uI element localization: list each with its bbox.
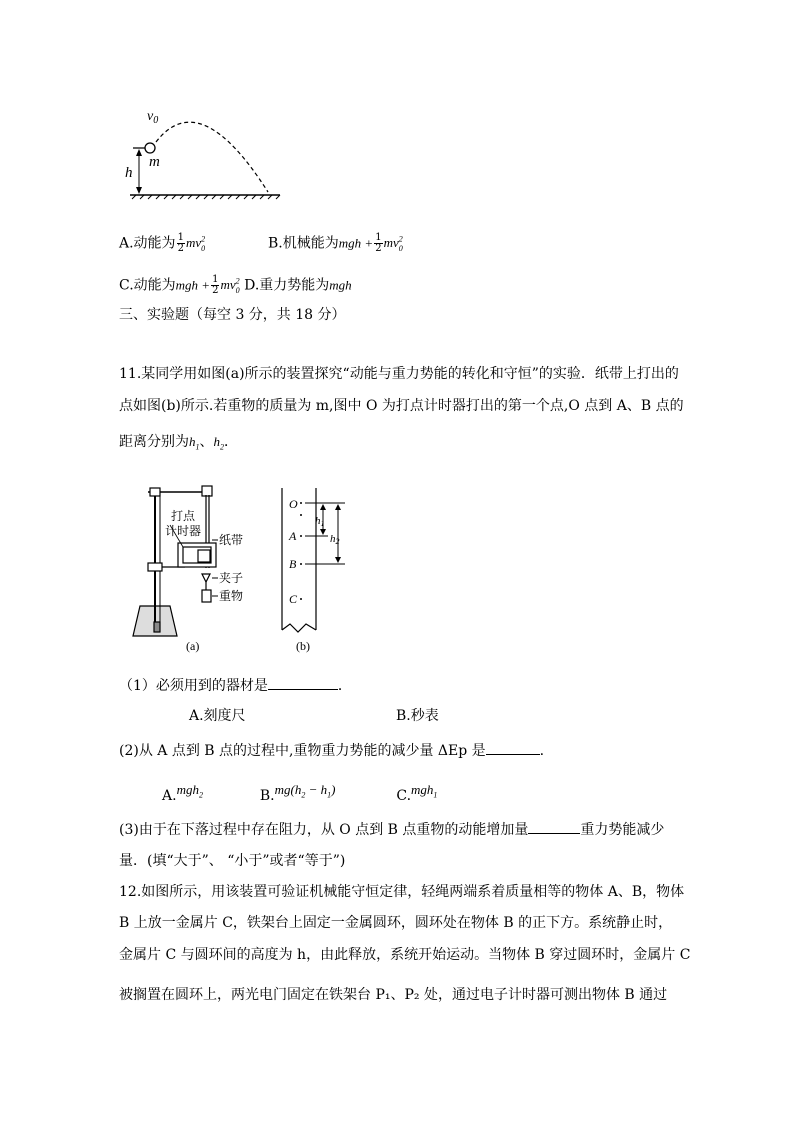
q11-sub2-option-b: $B.mg(h_2 - h_1)$ (259, 782, 336, 804)
v0-label: $v_0$ (147, 109, 159, 126)
q11-sub1: （1）必须用到的器材是 ． (119, 678, 352, 694)
q11-sub2: (2)从 A 点到 B 点的过程中,重物重力势能的减少量 ΔEp 是 . (119, 743, 545, 759)
tape-label-h2: h2 (330, 533, 340, 546)
tape-label-O: O (289, 497, 298, 511)
q10-option-a-text: A.动能为 (119, 235, 176, 252)
q11-line-2: 点如图(b)所示.若重物的质量为 m,图中 O 为打点计时器打出的第一个点,O 点到 A、B 点的 (119, 398, 684, 414)
label-jishiqi: 计时器 (165, 524, 202, 538)
label-zhongwu: 重物 (219, 589, 244, 603)
tape-label-C: C (289, 592, 298, 606)
q10-option-d-math: mgh (329, 277, 352, 293)
q12-line-3: 金属片 C 与圆环间的高度为 h，由此释放，系统开始运动。当物体 B 穿过圆环时，金属片 C (119, 947, 691, 963)
paper-tape (282, 488, 316, 632)
q10-option-c-text: C.动能为 (119, 277, 176, 294)
q10-option-a-math: $mv^2_0$ (185, 235, 206, 253)
answer-blank[interactable] (486, 754, 540, 755)
caption-a: (a) (186, 639, 200, 653)
label-dadian: 打点 (171, 509, 196, 523)
answer-blank[interactable] (528, 833, 580, 834)
fraction-half: $\frac{1}{2}$ (177, 231, 184, 254)
caption-b: (b) (296, 639, 310, 653)
q12-line-4: 被搁置在圆环上，两光电门固定在铁架台 P₁、P₂ 处，通过电子计时器可测出物体 B 通过 (119, 987, 668, 1003)
tape-label-h1: h1 (315, 515, 325, 528)
q12-line-1: 12.如图所示，用该装置可验证机械能守恒定律，轻绳两端系着质量相等的物体 A、B，物体 (119, 884, 685, 900)
q11-sub3-line-2: 量．(填“大于”、 “小于”或者“等于”) (119, 853, 346, 869)
q11-sub2-option-c: C.mgh$_1$ (396, 782, 438, 804)
q11-sub2-option-a: A.mgh$_2$ (162, 782, 203, 804)
q11-sub1-option-b: B.秒表 (396, 708, 439, 724)
m-label: m (149, 154, 160, 170)
fraction-half: $\frac{1}{2}$ (375, 231, 382, 254)
q10-option-c-math: mgh + (175, 277, 211, 293)
h-label: h (125, 165, 133, 181)
tape-label-B: B (289, 557, 297, 571)
tape-label-A: A (289, 529, 297, 543)
label-zhidai: 纸带 (219, 533, 244, 547)
q11-sub3-line-1: (3)由于在下落过程中存在阻力，从 O 点到 B 点重物的动能增加量 重力势能减少 (119, 822, 665, 838)
q10-option-d-text: D.重力势能为 (244, 277, 330, 294)
q11-line-3: 距离分别为$h_1$、$h_2$． (119, 434, 238, 452)
q12-line-2: B 上放一金属片 C，铁架台上固定一金属圆环，圆环处在物体 B 的正下方。系统静止时， (119, 915, 673, 931)
q10-option-b-math: mgh + (338, 235, 374, 251)
q11-sub2-options (162, 782, 438, 812)
q10-option-c-math2: $mv^2_0$ (220, 277, 240, 295)
section-3-heading: 三、实验题（每空 3 分，共 18 分） (119, 307, 346, 323)
label-jiazi: 夹子 (219, 571, 244, 585)
q10-option-b-math2: $mv^2_0$ (383, 235, 403, 253)
answer-blank[interactable] (268, 689, 338, 690)
q10-option-b-text: B.机械能为 (268, 235, 339, 252)
q11-line-1: 11.某同学用如图(a)所示的装置探究“动能与重力势能的转化和守恒”的实验．纸带上打出的 (119, 366, 679, 382)
fraction-half: $\frac{1}{2}$ (212, 273, 219, 296)
q11-sub1-option-a: A.刻度尺 (189, 708, 246, 724)
